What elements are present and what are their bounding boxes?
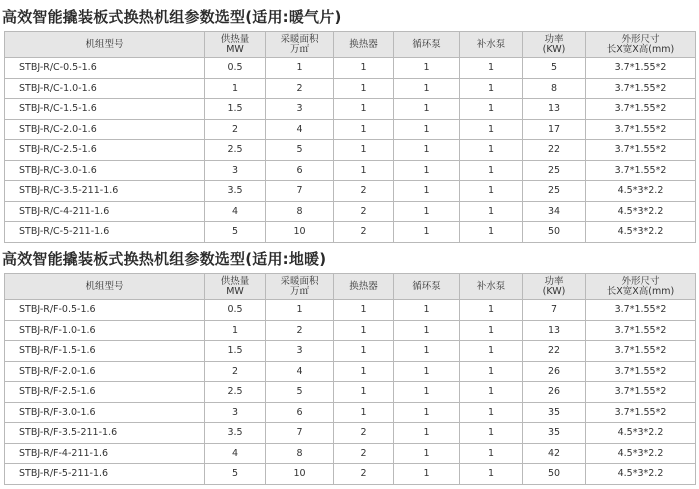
col-circulation-pump-cell: 1	[394, 320, 460, 341]
table-row	[5, 341, 696, 362]
col-model-cell: STBJ-R/C-3.0-1.6	[5, 160, 205, 181]
col-heat-exchanger-cell: 1	[334, 58, 394, 79]
col-model-cell: STBJ-R/C-4-211-1.6	[5, 201, 205, 222]
header-label: 功率	[544, 275, 564, 287]
col-dimensions-cell: 4.5*3*2.2	[586, 464, 696, 485]
table-row	[5, 361, 696, 382]
table-row	[5, 160, 696, 181]
col-heat-supply-cell: 1.5	[205, 99, 266, 120]
table-row	[5, 320, 696, 341]
header-label: 功率	[544, 33, 564, 45]
col-power-header	[523, 274, 586, 300]
header-label: 供热量	[220, 33, 250, 45]
col-model-cell: STBJ-R/F-3.0-1.6	[5, 402, 205, 423]
col-power-cell: 22	[523, 140, 586, 161]
col-dimensions-cell: 3.7*1.55*2	[586, 382, 696, 403]
table-row	[5, 300, 696, 321]
table-row	[5, 99, 696, 120]
col-makeup-pump-cell: 1	[460, 222, 523, 243]
col-power-cell: 7	[523, 300, 586, 321]
header-row	[5, 274, 696, 300]
col-dimensions-cell: 4.5*3*2.2	[586, 181, 696, 202]
table-row	[5, 402, 696, 423]
col-dimensions-cell: 3.7*1.55*2	[586, 341, 696, 362]
col-power-cell: 13	[523, 99, 586, 120]
header-row	[5, 32, 696, 58]
col-heating-area-cell: 8	[266, 201, 334, 222]
col-heat-exchanger-cell: 2	[334, 464, 394, 485]
col-model-cell: STBJ-R/F-4-211-1.6	[5, 443, 205, 464]
header-label: 外形尺寸	[621, 33, 660, 45]
col-heating-area-cell: 5	[266, 382, 334, 403]
col-heat-supply-cell: 1	[205, 320, 266, 341]
header-label: 循环泵	[412, 280, 441, 292]
table-row	[5, 443, 696, 464]
col-circulation-pump-cell: 1	[394, 78, 460, 99]
col-heat-exchanger-cell: 1	[334, 140, 394, 161]
col-heat-exchanger-cell: 1	[334, 160, 394, 181]
col-makeup-pump-cell: 1	[460, 119, 523, 140]
col-heat-supply-cell: 3.5	[205, 181, 266, 202]
col-heat-supply-cell: 3	[205, 402, 266, 423]
col-heat-supply-cell: 2.5	[205, 382, 266, 403]
col-dimensions-cell: 3.7*1.55*2	[586, 402, 696, 423]
col-heat-supply-cell: 1	[205, 78, 266, 99]
col-circulation-pump-cell: 1	[394, 181, 460, 202]
col-circulation-pump-cell: 1	[394, 160, 460, 181]
col-power-cell: 26	[523, 382, 586, 403]
col-heat-supply-cell: 0.5	[205, 300, 266, 321]
col-heating-area-cell: 4	[266, 119, 334, 140]
table-row	[5, 119, 696, 140]
col-model-cell: STBJ-R/F-1.5-1.6	[5, 341, 205, 362]
col-circulation-pump-cell: 1	[394, 443, 460, 464]
col-dimensions-cell: 4.5*3*2.2	[586, 443, 696, 464]
col-power-cell: 5	[523, 58, 586, 79]
col-heating-area-cell: 6	[266, 160, 334, 181]
col-heating-area-cell: 1	[266, 58, 334, 79]
header-label: 换热器	[349, 38, 378, 50]
header-unit: MW	[226, 285, 244, 297]
header-label: 采暖面积	[280, 275, 319, 287]
col-model-cell: STBJ-R/C-5-211-1.6	[5, 222, 205, 243]
col-makeup-pump-header	[460, 274, 523, 300]
col-circulation-pump-cell: 1	[394, 99, 460, 120]
col-heat-exchanger-cell: 1	[334, 78, 394, 99]
col-dimensions-cell: 3.7*1.55*2	[586, 320, 696, 341]
col-heating-area-cell: 1	[266, 300, 334, 321]
col-makeup-pump-cell: 1	[460, 58, 523, 79]
col-dimensions-cell: 3.7*1.55*2	[586, 119, 696, 140]
col-dimensions-cell: 3.7*1.55*2	[586, 300, 696, 321]
col-dimensions-cell: 4.5*3*2.2	[586, 423, 696, 444]
col-circulation-pump-header	[394, 274, 460, 300]
table-body	[5, 58, 696, 243]
col-circulation-pump-cell: 1	[394, 361, 460, 382]
col-heating-area-cell: 3	[266, 99, 334, 120]
col-heating-area-cell: 2	[266, 78, 334, 99]
col-model-cell: STBJ-R/F-2.0-1.6	[5, 361, 205, 382]
col-heating-area-cell: 10	[266, 464, 334, 485]
header-unit: 长X宽X高(mm)	[606, 285, 675, 297]
table-row	[5, 140, 696, 161]
header-unit: (KW)	[542, 43, 566, 55]
col-makeup-pump-cell: 1	[460, 423, 523, 444]
col-circulation-pump-cell: 1	[394, 423, 460, 444]
table-row	[5, 78, 696, 99]
col-heating-area-cell: 6	[266, 402, 334, 423]
col-power-cell: 13	[523, 320, 586, 341]
col-dimensions-cell: 3.7*1.55*2	[586, 58, 696, 79]
table-row	[5, 181, 696, 202]
col-heating-area-cell: 7	[266, 423, 334, 444]
col-dimensions-cell: 4.5*3*2.2	[586, 201, 696, 222]
col-heat-supply-cell: 2.5	[205, 140, 266, 161]
col-power-cell: 50	[523, 222, 586, 243]
header-label: 外形尺寸	[621, 275, 660, 287]
col-heat-supply-header	[205, 32, 266, 58]
header-label: 供热量	[220, 275, 250, 287]
table-row	[5, 201, 696, 222]
col-heat-exchanger-header	[334, 32, 394, 58]
col-power-cell: 50	[523, 464, 586, 485]
col-heat-exchanger-cell: 1	[334, 361, 394, 382]
table-row	[5, 222, 696, 243]
col-power-header	[523, 32, 586, 58]
col-dimensions-cell: 3.7*1.55*2	[586, 140, 696, 161]
table-row	[5, 382, 696, 403]
col-heat-supply-cell: 3.5	[205, 423, 266, 444]
col-heating-area-cell: 7	[266, 181, 334, 202]
col-heating-area-cell: 8	[266, 443, 334, 464]
table-row	[5, 423, 696, 444]
header-unit: MW	[226, 43, 244, 55]
col-heat-exchanger-cell: 2	[334, 222, 394, 243]
col-circulation-pump-cell: 1	[394, 119, 460, 140]
header-label: 换热器	[349, 280, 378, 292]
col-makeup-pump-cell: 1	[460, 341, 523, 362]
col-heat-supply-header	[205, 274, 266, 300]
col-power-cell: 34	[523, 201, 586, 222]
header-label: 机组型号	[85, 280, 124, 292]
spec-table-floor-heating	[4, 273, 696, 485]
col-dimensions-header	[586, 32, 696, 58]
spec-table-radiator	[4, 31, 696, 243]
col-makeup-pump-cell: 1	[460, 361, 523, 382]
col-makeup-pump-cell: 1	[460, 201, 523, 222]
col-heat-exchanger-cell: 1	[334, 119, 394, 140]
col-heat-supply-cell: 4	[205, 201, 266, 222]
col-dimensions-cell: 3.7*1.55*2	[586, 361, 696, 382]
header-label: 补水泵	[476, 38, 506, 50]
header-label: 机组型号	[85, 38, 124, 50]
col-heating-area-cell: 2	[266, 320, 334, 341]
col-circulation-pump-cell: 1	[394, 300, 460, 321]
col-makeup-pump-cell: 1	[460, 99, 523, 120]
col-heating-area-header	[266, 32, 334, 58]
col-model-cell: STBJ-R/F-5-211-1.6	[5, 464, 205, 485]
col-circulation-pump-cell: 1	[394, 222, 460, 243]
col-circulation-pump-cell: 1	[394, 464, 460, 485]
col-model-cell: STBJ-R/F-0.5-1.6	[5, 300, 205, 321]
col-power-cell: 22	[523, 341, 586, 362]
section-title: 高效智能撬装板式换热机组参数选型(适用:地暖)	[2, 250, 327, 268]
col-circulation-pump-cell: 1	[394, 341, 460, 362]
col-model-cell: STBJ-R/F-1.0-1.6	[5, 320, 205, 341]
col-makeup-pump-cell: 1	[460, 443, 523, 464]
col-circulation-pump-cell: 1	[394, 140, 460, 161]
col-heat-supply-cell: 1.5	[205, 341, 266, 362]
col-makeup-pump-cell: 1	[460, 300, 523, 321]
col-power-cell: 25	[523, 181, 586, 202]
col-makeup-pump-cell: 1	[460, 160, 523, 181]
col-heat-exchanger-cell: 1	[334, 99, 394, 120]
col-makeup-pump-cell: 1	[460, 382, 523, 403]
col-heat-exchanger-cell: 1	[334, 341, 394, 362]
col-heat-supply-cell: 2	[205, 119, 266, 140]
col-circulation-pump-cell: 1	[394, 402, 460, 423]
col-heat-supply-cell: 4	[205, 443, 266, 464]
header-label: 补水泵	[476, 280, 506, 292]
col-model-cell: STBJ-R/F-3.5-211-1.6	[5, 423, 205, 444]
col-heat-exchanger-cell: 1	[334, 320, 394, 341]
col-model-cell: STBJ-R/C-1.5-1.6	[5, 99, 205, 120]
col-heat-exchanger-cell: 1	[334, 402, 394, 423]
col-power-cell: 17	[523, 119, 586, 140]
col-makeup-pump-cell: 1	[460, 78, 523, 99]
header-unit: 万㎡	[289, 43, 309, 55]
col-model-cell: STBJ-R/C-3.5-211-1.6	[5, 181, 205, 202]
col-power-cell: 35	[523, 423, 586, 444]
col-heat-supply-cell: 5	[205, 464, 266, 485]
col-dimensions-cell: 4.5*3*2.2	[586, 222, 696, 243]
col-model-cell: STBJ-R/C-1.0-1.6	[5, 78, 205, 99]
col-makeup-pump-header	[460, 32, 523, 58]
col-heating-area-cell: 10	[266, 222, 334, 243]
col-circulation-pump-cell: 1	[394, 58, 460, 79]
col-heat-supply-cell: 5	[205, 222, 266, 243]
table-row	[5, 464, 696, 485]
col-dimensions-cell: 3.7*1.55*2	[586, 99, 696, 120]
col-model-cell: STBJ-R/C-2.0-1.6	[5, 119, 205, 140]
col-circulation-pump-header	[394, 32, 460, 58]
header-unit: (KW)	[542, 285, 566, 297]
table-body	[5, 300, 696, 485]
col-heat-exchanger-cell: 1	[334, 300, 394, 321]
col-heat-supply-cell: 0.5	[205, 58, 266, 79]
col-dimensions-cell: 3.7*1.55*2	[586, 78, 696, 99]
col-power-cell: 25	[523, 160, 586, 181]
col-power-cell: 8	[523, 78, 586, 99]
col-power-cell: 35	[523, 402, 586, 423]
col-heating-area-header	[266, 274, 334, 300]
col-power-cell: 26	[523, 361, 586, 382]
col-heat-exchanger-cell: 2	[334, 201, 394, 222]
col-model-header	[5, 274, 205, 300]
col-makeup-pump-cell: 1	[460, 140, 523, 161]
header-label: 采暖面积	[280, 33, 319, 45]
header-unit: 长X宽X高(mm)	[606, 43, 675, 55]
col-dimensions-cell: 3.7*1.55*2	[586, 160, 696, 181]
col-model-cell: STBJ-R/C-2.5-1.6	[5, 140, 205, 161]
section-title: 高效智能撬装板式换热机组参数选型(适用:暖气片)	[2, 8, 342, 26]
col-dimensions-header	[586, 274, 696, 300]
col-power-cell: 42	[523, 443, 586, 464]
col-makeup-pump-cell: 1	[460, 181, 523, 202]
col-heating-area-cell: 5	[266, 140, 334, 161]
col-heat-exchanger-cell: 1	[334, 382, 394, 403]
col-circulation-pump-cell: 1	[394, 382, 460, 403]
col-heat-supply-cell: 3	[205, 160, 266, 181]
header-label: 循环泵	[412, 38, 441, 50]
col-heat-exchanger-cell: 2	[334, 443, 394, 464]
col-makeup-pump-cell: 1	[460, 320, 523, 341]
col-model-header	[5, 32, 205, 58]
col-heat-exchanger-cell: 2	[334, 423, 394, 444]
col-heating-area-cell: 3	[266, 341, 334, 362]
col-makeup-pump-cell: 1	[460, 464, 523, 485]
col-heat-exchanger-cell: 2	[334, 181, 394, 202]
col-model-cell: STBJ-R/C-0.5-1.6	[5, 58, 205, 79]
col-heat-exchanger-header	[334, 274, 394, 300]
header-unit: 万㎡	[289, 285, 309, 297]
col-model-cell: STBJ-R/F-2.5-1.6	[5, 382, 205, 403]
col-heating-area-cell: 4	[266, 361, 334, 382]
col-heat-supply-cell: 2	[205, 361, 266, 382]
table-row	[5, 58, 696, 79]
col-circulation-pump-cell: 1	[394, 201, 460, 222]
col-makeup-pump-cell: 1	[460, 402, 523, 423]
